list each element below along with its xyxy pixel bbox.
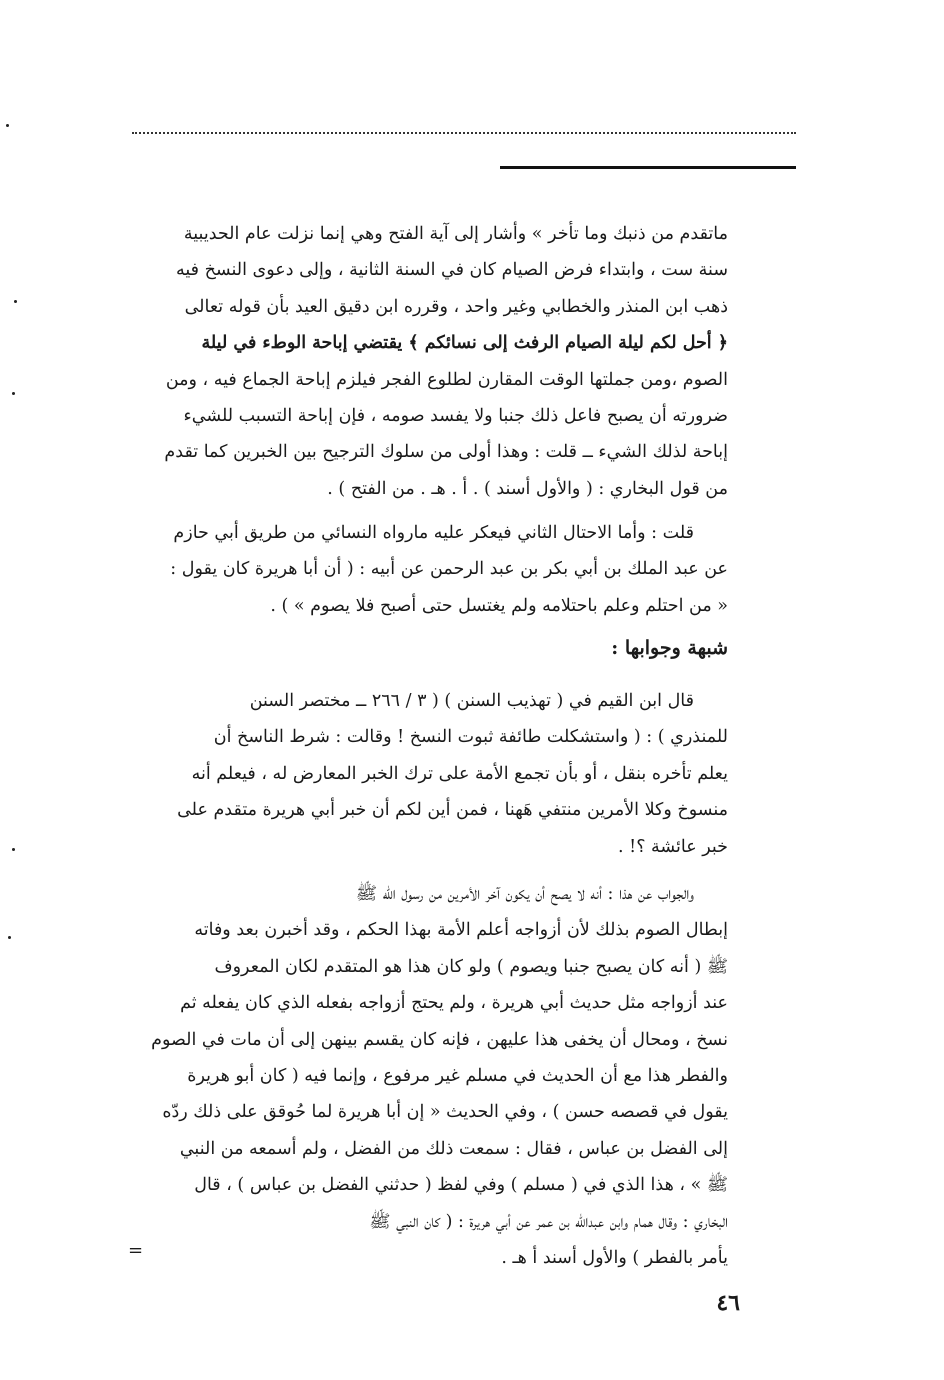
text-line: منسوخ وكلا الأمرين منتفي هَهنا ، فمن أين لكم أن خبر أبي هريرة متقدم على [177, 800, 728, 821]
scan-speck [8, 936, 11, 939]
text-line: يعلم تأخره بنقل ، أو بأن تجمع الأمة على ترك الخبر المعارض له ، فيعلم أنه [191, 763, 728, 784]
text-line: إباحة لذلك الشيء ــ قلت : وهذا أولى من سلوك الترجيح بين الخبرين كما تقدم [164, 442, 728, 463]
text-line: إلى الفضل بن عباس ، فقال : سمعت ذلك من الفضل ، ولم أسمعه من النبي [179, 1138, 728, 1159]
paragraph-ibn-alqayyim [128, 683, 728, 865]
scan-speck [14, 300, 17, 303]
text-line: والجواب عن هذا : أنه لا يصح أن يكون آخر الأمرين من رسول الله ﷺ [355, 884, 694, 904]
text-line: عند أزواجه مثل حديث أبي هريرة ، ولم يحتج أزواجه بفعله الذي كان يفعله ثم [180, 993, 728, 1014]
text-line: والفطر هذا مع أن الحديث في مسلم غير مرفوع ، وإنما فيه ( كان أبو هريرة [187, 1066, 728, 1087]
text-line: يقول في قصصه حسن ) ، وفي الحديث « إن أبا هريرة لما حُوقق على ذلك ردّه [162, 1102, 728, 1123]
text-line: البخاري : وقال همام وابن عبدالله بن عمر عن أبي هريرة : ( كان النبي ﷺ [369, 1211, 728, 1232]
text-line: من قول البخاري : ( والأول أسند ) . أ . هـ . من الفتح ) . [327, 478, 728, 499]
dotted-separator [132, 132, 796, 134]
text-line: « من احتلم وعلم باحتلامه ولم يغتسل حتى أصبح فلا يصوم » ) . [270, 595, 728, 616]
text-line: نسخ ، ومحال أن يخفى هذا عليهن ، فإنه كان يقسم بينهن إلى أن مات في الصوم [151, 1029, 728, 1050]
text-line: عن عبد الملك بن أبي بكر بن عبد الرحمن عن أبيه : ( أن أبا هريرة كان يقول : [170, 559, 728, 580]
text-line: قال ابن القيم في ( تهذيب السنن ) ( ٣ / ٢٦٦ ــ مختصر السنن [249, 691, 694, 711]
footnote-rule [500, 166, 796, 169]
section-heading: شبهة وجوابها : [611, 637, 728, 659]
paragraph-second-possibility [128, 515, 728, 624]
text-line: ﷺ » ، هذا الذي في ( مسلم ) وفي لفظ ( حدثني الفضل بن عباس ) ، قال [194, 1175, 728, 1196]
text-line: ذهب ابن المنذر والخطابي وغير واحد ، وقرره ابن دقيق العيد بأن قوله تعالى [184, 296, 728, 317]
page-number: ٤٦ [716, 1290, 740, 1316]
text-line: ﴿ أحل لكم ليلة الصيام الرفث إلى نسائكم ﴾ يقتضي إباحة الوطء في ليلة [201, 333, 728, 354]
paragraph-continuation [128, 216, 728, 507]
text-line: إبطال الصوم بذلك لأن أزواجه أعلم الأمة بهذا الحكم ، وقد أخبرن بعد وفاته [194, 920, 728, 941]
scan-speck [12, 848, 15, 851]
text-line: ماتقدم من ذنبك وما تأخر » وأشار إلى آية الفتح وهي إنما نزلت عام الحديبية [183, 224, 728, 244]
text-line: الصوم ،ومن جملتها الوقت المقارن لطلوع الفجر فيلزم إباحة الجماع فيه ، ومن [165, 369, 728, 390]
scan-speck [6, 124, 9, 127]
text-line: يأمر بالفطر ) والأول أسند أ هـ . [501, 1248, 728, 1269]
text-line: للمنذري ) : ( واستشكلت طائفة ثبوت النسخ ! وقالت : شرط الناسخ أن [213, 727, 728, 748]
end-mark: = [128, 1240, 144, 1261]
text-line: قلت : وأما الاحتال الثاني فيعكر عليه مارواه النسائي من طريق أبي حازم [173, 523, 694, 543]
paragraph-answer [128, 876, 728, 1276]
scan-speck [12, 392, 15, 395]
text-line: خبر عائشة ؟! . [618, 836, 728, 857]
text-line: ضرورته أن يصبح فاعل ذلك جنبا ولا يفسد صومه ، فإن إباحة التسبب للشيء [183, 406, 728, 427]
text-line: ﷺ ( أنه كان يصبح جنبا ويصوم ) ولو كان هذا هو المتقدم لكان المعروف [214, 956, 728, 977]
text-line: سنة ست ، وابتداء فرض الصيام كان في السنة الثانية ، وإلى دعوى النسخ فيه [176, 260, 728, 281]
